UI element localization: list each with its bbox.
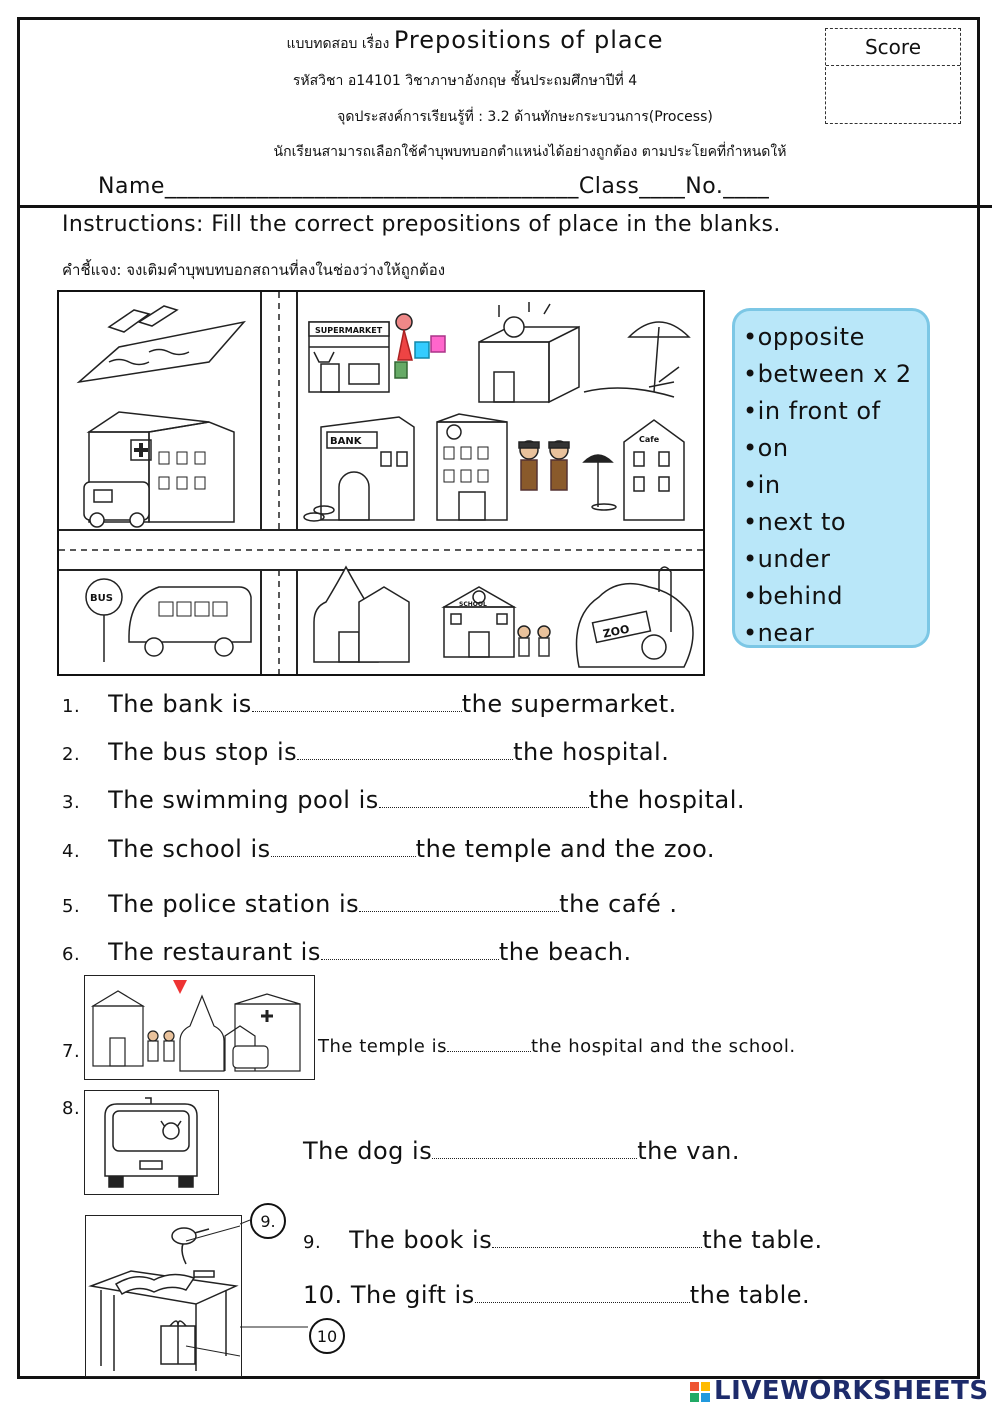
answer-blank-3[interactable] bbox=[379, 803, 589, 808]
question-text-before: The gift is bbox=[350, 1281, 475, 1309]
question-text-after: the hospital. bbox=[588, 786, 746, 814]
question-number: 1. bbox=[62, 696, 81, 717]
question-text-before: The bus stop is bbox=[108, 738, 298, 766]
brand-text: LIVEWORKSHEETS bbox=[714, 1376, 989, 1406]
question-text-before: The dog is bbox=[303, 1137, 433, 1165]
answer-blank-6[interactable] bbox=[321, 955, 499, 960]
question-2 bbox=[62, 738, 669, 766]
word-bank-item: •in bbox=[743, 471, 781, 499]
question-text-before: The police station is bbox=[108, 890, 360, 918]
question-number: 5. bbox=[62, 896, 81, 917]
word-bank-item: •behind bbox=[743, 582, 843, 610]
liveworksheets-logo-icon bbox=[690, 1382, 710, 1402]
question-7 bbox=[318, 1036, 796, 1057]
word-bank-item: •near bbox=[743, 619, 815, 647]
question-text-after: the supermarket. bbox=[461, 690, 677, 718]
question-number: 2. bbox=[62, 744, 81, 765]
van-illustration bbox=[85, 1091, 217, 1193]
answer-blank-10[interactable] bbox=[475, 1298, 690, 1303]
map-label-school: SCHOOL bbox=[459, 601, 487, 608]
question-text-before: The bank is bbox=[108, 690, 252, 718]
word-bank-item: •between x 2 bbox=[743, 360, 912, 388]
dog-in-van-picture bbox=[84, 1090, 219, 1195]
question-number: 10. bbox=[303, 1281, 343, 1309]
learning-objective: จุดประสงค์การเรียนรู้ที่ : 3.2 ด้านทักษะกระบวนการ(Process) bbox=[337, 109, 713, 125]
question-3 bbox=[62, 786, 745, 814]
test-title bbox=[0, 26, 950, 55]
question-text-after: the café . bbox=[559, 890, 678, 918]
callout-10: 10 bbox=[309, 1318, 345, 1354]
map-label-bank: BANK bbox=[330, 436, 362, 447]
map-label-cafe: Cafe bbox=[639, 435, 660, 444]
name-class-no-line: Name____________________________________Class____No.____ bbox=[98, 174, 770, 199]
question-text-after: the temple and the zoo. bbox=[415, 835, 715, 863]
question-number: 7. bbox=[62, 1041, 81, 1062]
score-box bbox=[825, 28, 961, 124]
answer-blank-1[interactable] bbox=[252, 707, 462, 712]
word-bank-item: •in front of bbox=[743, 397, 881, 425]
question-number: 8. bbox=[62, 1098, 81, 1119]
question-text-after: the table. bbox=[702, 1226, 823, 1254]
header-divider-tail bbox=[980, 205, 992, 208]
answer-blank-5[interactable] bbox=[359, 907, 559, 912]
table-book-gift-illustration bbox=[86, 1216, 240, 1374]
answer-blank-9[interactable] bbox=[492, 1243, 702, 1248]
question-8 bbox=[303, 1137, 740, 1165]
answer-blank-4[interactable] bbox=[271, 852, 416, 857]
question-text-after: the hospital. bbox=[513, 738, 670, 766]
temple-scene-illustration bbox=[85, 976, 313, 1078]
instructions-en: Instructions: Fill the correct prepositions of place in the blanks. bbox=[62, 212, 781, 237]
question-text-after: the hospital and the school. bbox=[530, 1036, 796, 1057]
town-map-illustration bbox=[59, 292, 703, 674]
answer-blank-8[interactable] bbox=[432, 1154, 637, 1159]
objective-description: นักเรียนสามารถเลือกใช้คำบุพบทบอกตำแหน่งได้อย่างถูกต้อง ตามประโยคที่กำหนดให้ bbox=[273, 144, 787, 160]
instructions-th: คำชี้แจง: จงเติมคำบุพบทบอกสถานที่ลงในช่องว่างให้ถูกต้อง bbox=[62, 261, 446, 279]
word-bank-item: •under bbox=[743, 545, 831, 573]
answer-blank-7[interactable] bbox=[447, 1047, 531, 1052]
word-bank-item: •opposite bbox=[743, 323, 865, 351]
question-text-before: The restaurant is bbox=[108, 938, 321, 966]
header-divider bbox=[17, 205, 980, 208]
map-label-zoo: ZOO bbox=[601, 622, 631, 641]
temple-between-picture bbox=[84, 975, 315, 1080]
question-text-before: The book is bbox=[349, 1226, 493, 1254]
map-label-supermarket: SUPERMARKET bbox=[315, 326, 383, 335]
question-text-before: The temple is bbox=[318, 1036, 447, 1057]
question-number: 9. bbox=[303, 1232, 322, 1253]
question-number: 3. bbox=[62, 792, 81, 813]
town-map-picture bbox=[57, 290, 705, 676]
callout-9: 9. bbox=[250, 1203, 286, 1239]
title-prefix-th: แบบทดสอบ เรื่อง bbox=[286, 36, 390, 52]
title-en: Prepositions of place bbox=[393, 26, 664, 54]
question-10 bbox=[303, 1281, 810, 1309]
question-5 bbox=[62, 890, 678, 918]
score-label: Score bbox=[826, 35, 960, 66]
question-4 bbox=[62, 835, 715, 863]
map-label-bus: BUS bbox=[90, 593, 113, 604]
question-9 bbox=[303, 1226, 823, 1254]
liveworksheets-logo bbox=[690, 1376, 989, 1406]
question-text-before: The swimming pool is bbox=[108, 786, 379, 814]
course-code: รหัสวิชา อ14101 วิชาภาษาอังกฤษ ชั้นประถมศึกษาปีที่ 4 bbox=[292, 73, 638, 89]
question-1 bbox=[62, 690, 677, 718]
word-bank bbox=[732, 308, 930, 648]
question-number: 4. bbox=[62, 841, 81, 862]
question-text-after: the table. bbox=[689, 1281, 811, 1309]
word-bank-item: •on bbox=[743, 434, 789, 462]
answer-blank-2[interactable] bbox=[297, 755, 513, 760]
question-number: 6. bbox=[62, 944, 81, 965]
question-6 bbox=[62, 938, 632, 966]
word-bank-item: •next to bbox=[743, 508, 847, 536]
question-text-before: The school is bbox=[108, 835, 271, 863]
table-picture bbox=[85, 1215, 242, 1377]
question-text-after: the van. bbox=[637, 1137, 740, 1165]
question-text-after: the beach. bbox=[498, 938, 632, 966]
